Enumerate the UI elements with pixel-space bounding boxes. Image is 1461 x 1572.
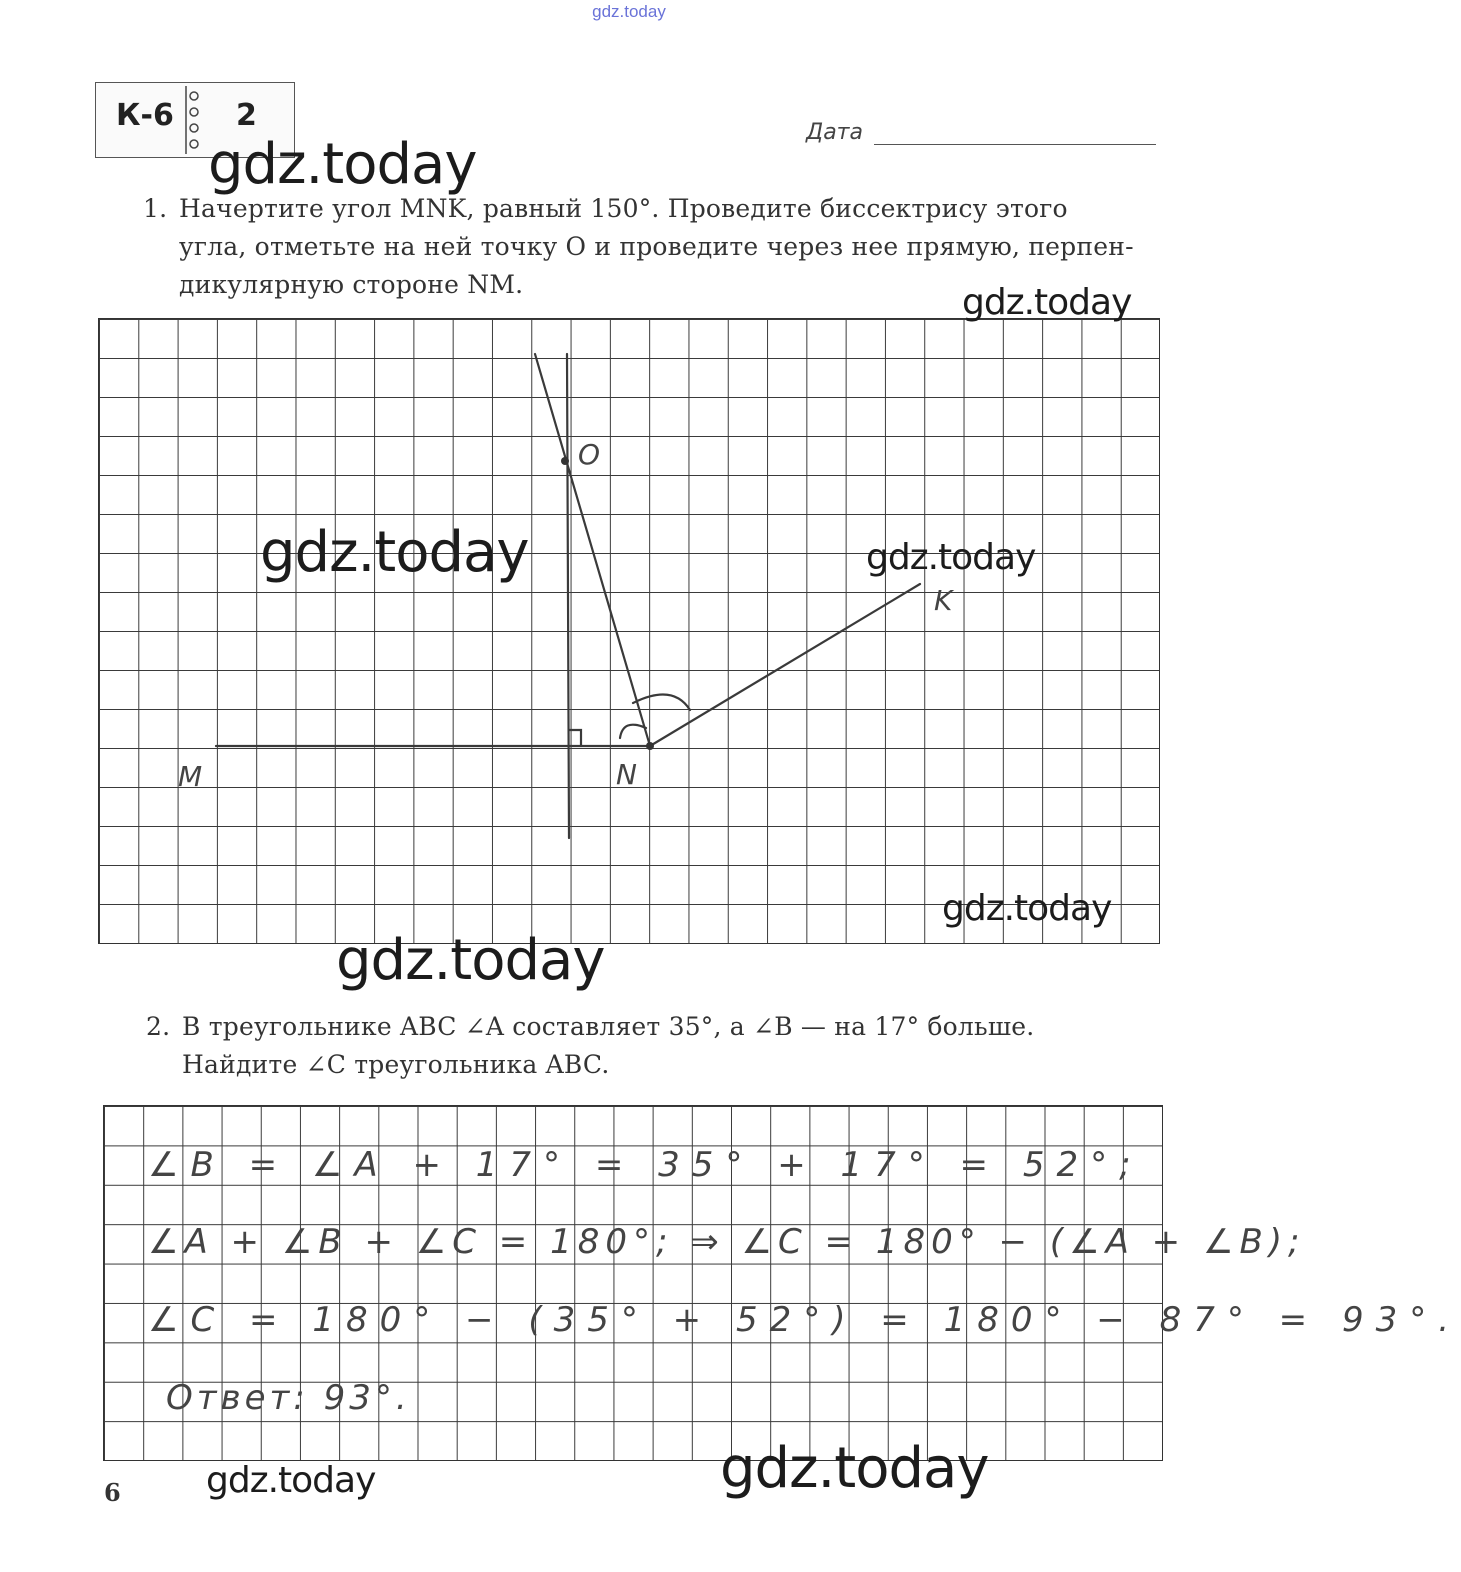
task-1-drawing: [98, 318, 1158, 942]
task-1-line-2: угла, отметьте на ней точку O и проведите через нее прямую, перпен-: [179, 232, 1134, 261]
angle-arc-150: [620, 725, 646, 738]
label-k: K: [934, 584, 953, 617]
label-m: M: [178, 760, 203, 793]
watermark: gdz.today: [962, 282, 1132, 323]
point-o: [561, 457, 569, 465]
variant-number: 2: [236, 98, 257, 133]
watermark: gdz.today: [720, 1436, 989, 1501]
task-2-line-1: В треугольнике ABC ∠A составляет 35°, а ∠B — на 17° больше.: [182, 1012, 1035, 1041]
binder-rings-icon: [182, 86, 206, 154]
right-angle-mark: [569, 730, 581, 746]
watermark: gdz.today: [260, 520, 529, 585]
solution-line-2: ∠A + ∠B + ∠C = 180°; ⇒ ∠C = 180° − (∠A + ∠B);: [148, 1222, 1306, 1262]
watermark: gdz.today: [206, 1460, 376, 1501]
watermark: gdz.today: [942, 888, 1112, 929]
angle-arc-outer: [633, 694, 690, 710]
label-n: N: [616, 758, 637, 791]
work-code: К-6: [116, 98, 174, 133]
task-2-text: [146, 1008, 1166, 1084]
site-link[interactable]: gdz.today: [592, 2, 666, 21]
task-2-line-2: Найдите ∠C треугольника ABC.: [182, 1050, 610, 1079]
task-2-number: 2.: [146, 1012, 171, 1041]
task-1-number: 1.: [143, 194, 168, 223]
task-1-line-3: дикулярную стороне NM.: [179, 270, 524, 299]
perpendicular-line: [567, 354, 569, 838]
date-label: Дата: [806, 120, 863, 145]
bisector-ray: [535, 354, 650, 746]
date-line: [874, 144, 1156, 145]
solution-line-1: ∠B = ∠A + 17° = 35° + 17° = 52°;: [148, 1145, 1143, 1185]
solution-line-3: ∠C = 180° − (35° + 52°) = 180° − 87° = 93°.: [148, 1300, 1461, 1340]
watermark: gdz.today: [336, 928, 605, 993]
ray-nk: [650, 584, 920, 746]
task-1-line-1: Начертите угол MNK, равный 150°. Проведите биссектрису этого: [179, 194, 1068, 223]
label-o: O: [578, 438, 601, 471]
watermark: gdz.today: [866, 537, 1036, 578]
page-number: 6: [104, 1478, 121, 1507]
point-n: [646, 742, 654, 750]
answer-line: Ответ: 93°.: [166, 1378, 411, 1418]
watermark: gdz.today: [208, 132, 477, 197]
